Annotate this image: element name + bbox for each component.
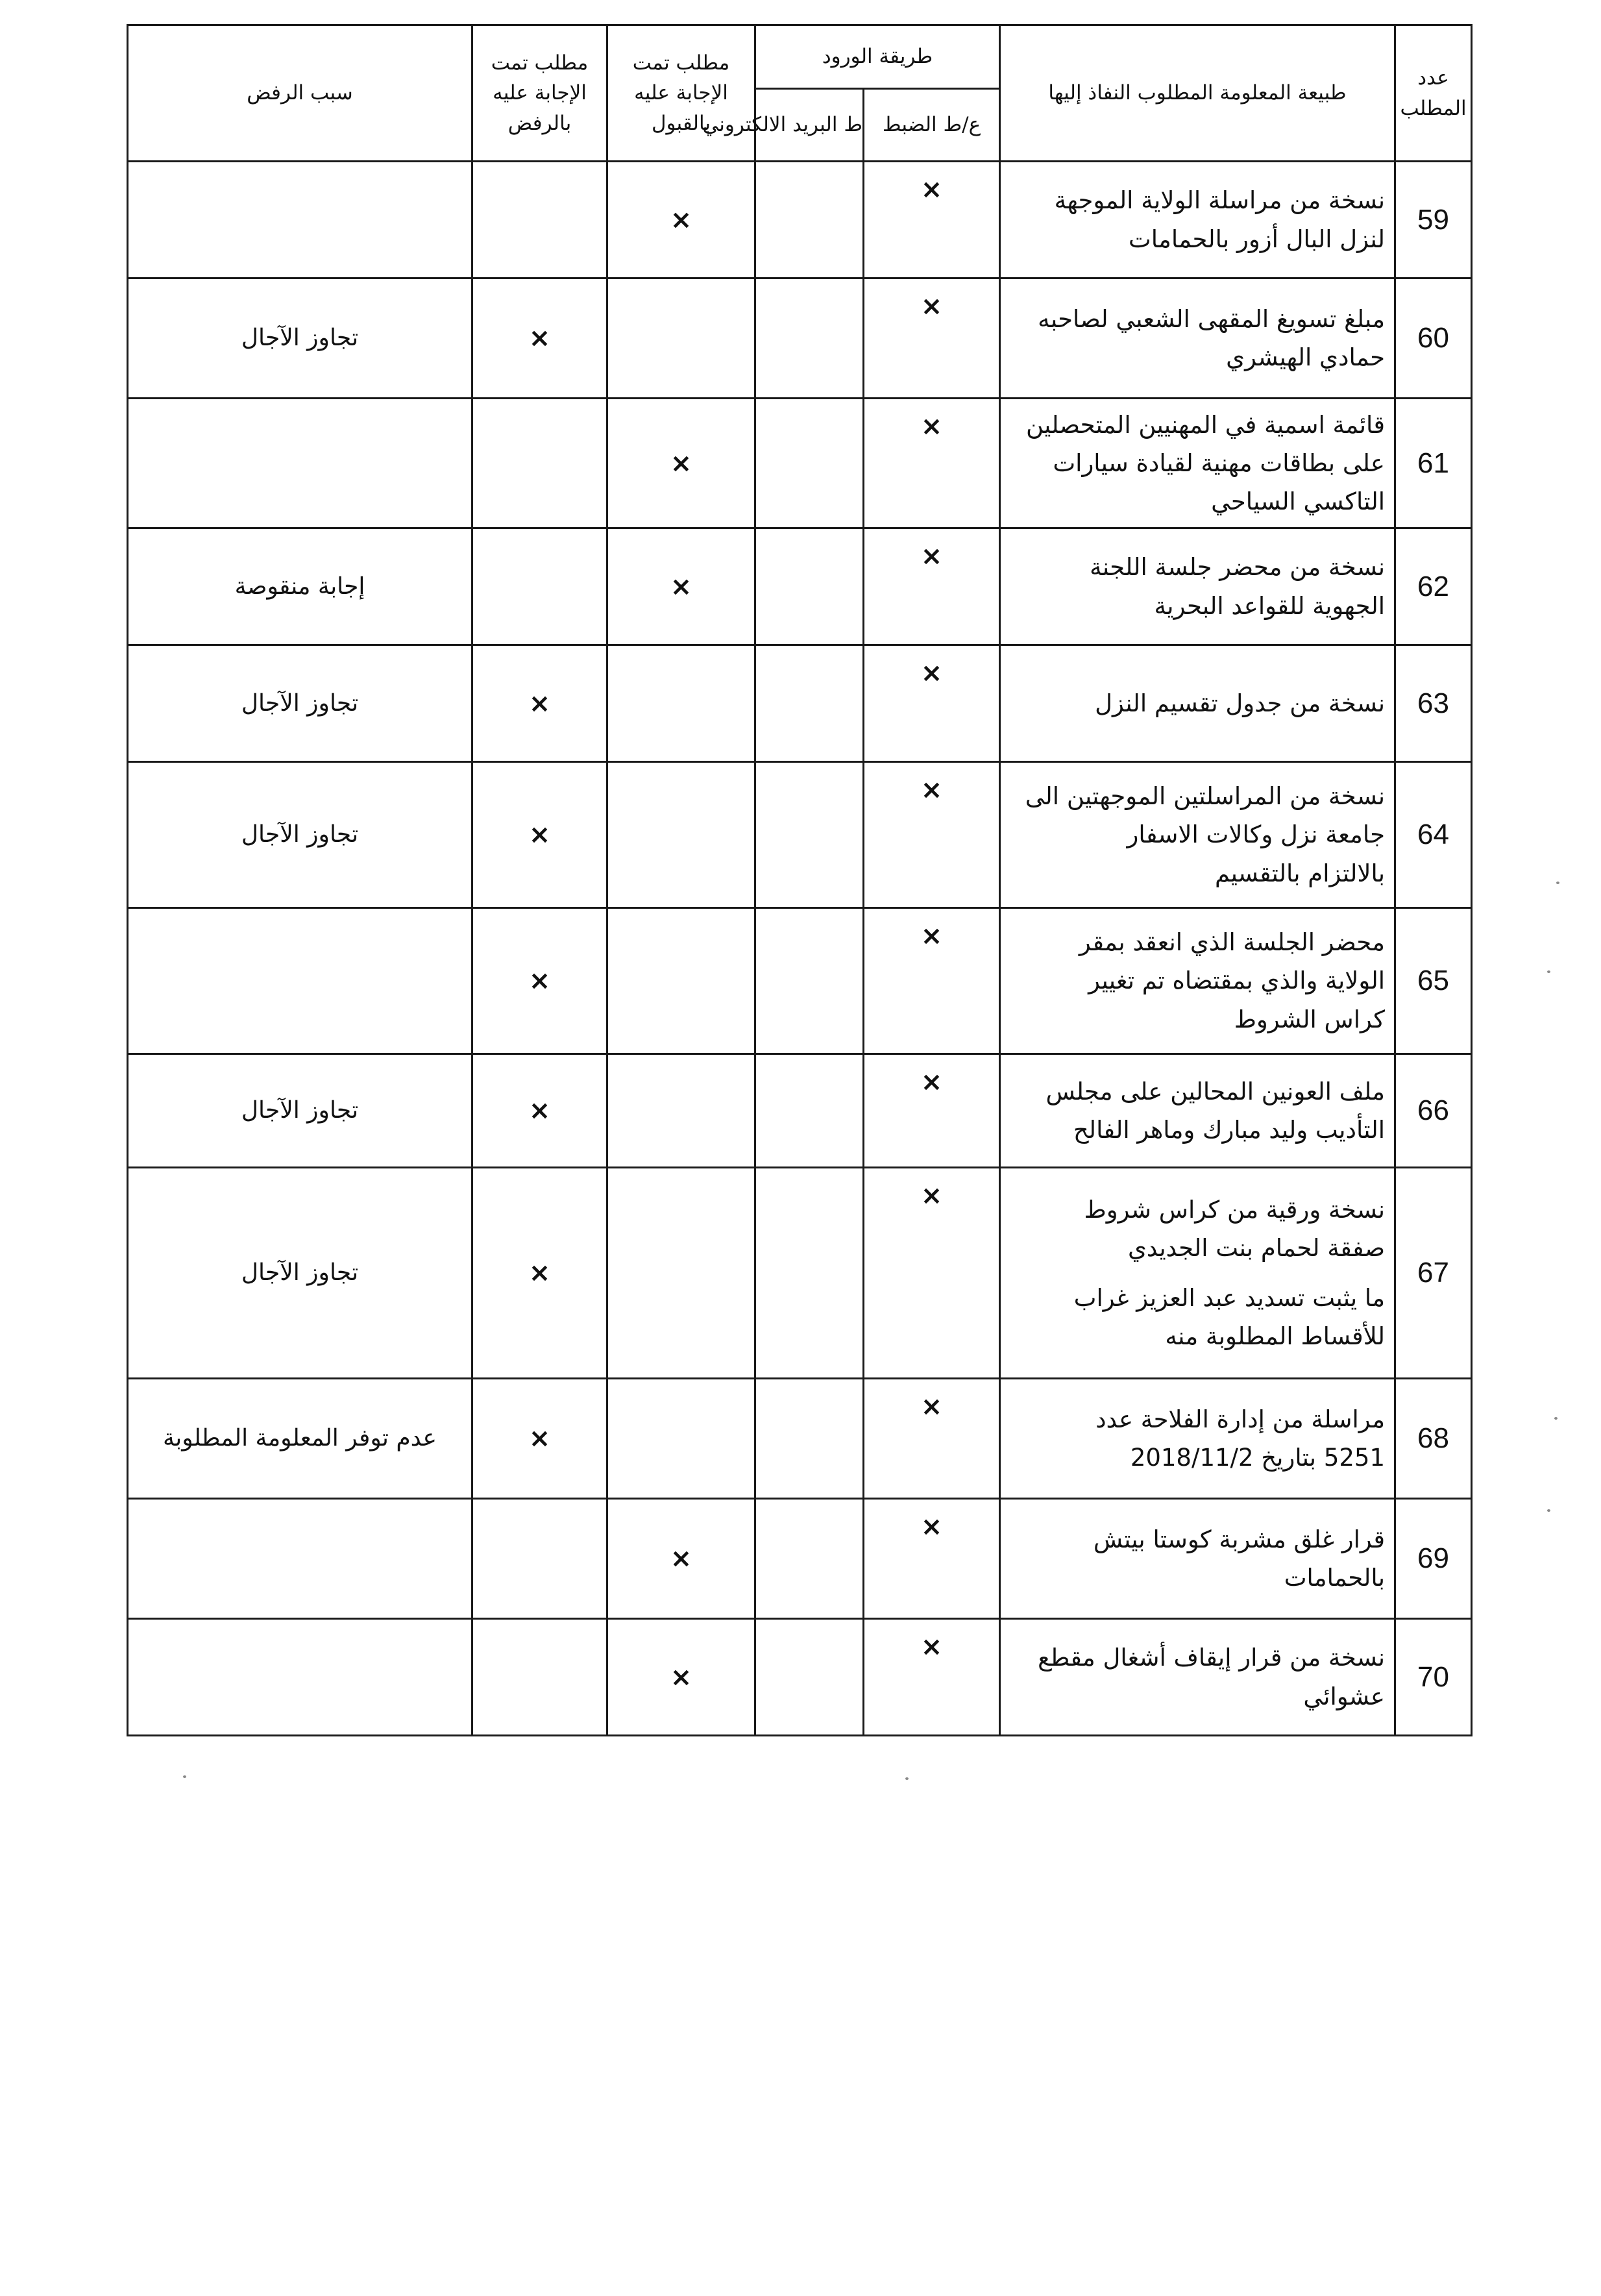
information-line: نسخة من قرار إيقاف أشغال مقطع — [1038, 1644, 1386, 1672]
rejection-reason — [128, 162, 472, 278]
information-line: التأديب وليد مبارك وماهر الفالح — [1073, 1116, 1386, 1144]
arrival-email-cell — [755, 1499, 864, 1619]
accepted-cell — [607, 762, 755, 908]
table-row — [128, 399, 1472, 528]
rejection-reason — [128, 399, 472, 528]
information-line: نسخة من المراسلتين الموجهتين الى — [1025, 782, 1386, 811]
table-row — [128, 1168, 1472, 1379]
refused-cell — [472, 399, 607, 528]
x-mark: × — [920, 1067, 943, 1097]
information-line: على بطاقات مهنية لقيادة سيارات — [1053, 449, 1386, 477]
arrival-office-cell — [864, 645, 1000, 762]
scan-speck — [183, 1775, 186, 1778]
arrival-office-cell — [864, 762, 1000, 908]
information-line: نسخة من محضر جلسة اللجنة — [1090, 553, 1386, 582]
requested-information — [1000, 908, 1395, 1054]
accepted-cell — [607, 1054, 755, 1168]
information-line: قرار غلق مشربة كوستا بيتش — [1093, 1525, 1386, 1553]
information-line: نسخة ورقية من كراس شروط — [1084, 1195, 1386, 1224]
request-number: 59 — [1395, 162, 1472, 278]
accepted-cell — [607, 1168, 755, 1379]
rejection-reason — [128, 908, 472, 1054]
header-arrival-email: ط البريد الالكتروني — [755, 89, 864, 162]
requested-information — [1000, 1379, 1395, 1499]
x-mark: × — [920, 921, 943, 951]
x-mark: × — [670, 1662, 692, 1692]
scan-speck — [905, 1777, 909, 1780]
accepted-cell — [607, 1619, 755, 1736]
table-row — [128, 528, 1472, 645]
information-line: للأقساط المطلوبة منه — [1165, 1322, 1386, 1351]
accepted-cell — [607, 645, 755, 762]
arrival-email-cell — [755, 162, 864, 278]
header-refused: مطلب تمت الإجابة عليه بالرفض — [472, 25, 607, 162]
requested-information — [1000, 1168, 1395, 1379]
information-line: نسخة من جدول تقسيم النزل — [1095, 689, 1386, 717]
rejection-reason: تجاوز الآجال — [128, 1168, 472, 1379]
accepted-cell — [607, 1499, 755, 1619]
table-body — [128, 162, 1472, 1736]
information-line: صفقة لحمام بنت الجديدي — [1127, 1233, 1386, 1262]
arrival-email-cell — [755, 528, 864, 645]
header-arrival-method: طريقة الورود — [755, 25, 1000, 89]
x-mark: × — [920, 175, 943, 204]
requested-information — [1000, 645, 1395, 762]
accepted-cell — [607, 908, 755, 1054]
table-row — [128, 1379, 1472, 1499]
accepted-cell — [607, 399, 755, 528]
header-requested-information: طبيعة المعلومة المطلوب النفاذ إليها — [1000, 25, 1395, 162]
requested-information — [1000, 399, 1395, 528]
arrival-email-cell — [755, 399, 864, 528]
refused-cell — [472, 645, 607, 762]
requested-information — [1000, 762, 1395, 908]
rejection-reason: إجابة منقوصة — [128, 528, 472, 645]
refused-cell — [472, 1499, 607, 1619]
information-line: عشوائي — [1303, 1682, 1386, 1710]
requested-information — [1000, 162, 1395, 278]
x-mark: × — [920, 1512, 943, 1542]
request-number: 68 — [1395, 1379, 1472, 1499]
accepted-cell — [607, 162, 755, 278]
header-rejection-reason: سبب الرفض — [128, 25, 472, 162]
access-requests-table — [127, 24, 1473, 1736]
arrival-office-cell — [864, 399, 1000, 528]
requested-information — [1000, 528, 1395, 645]
header-arrival-office: ع/ط الضبط — [864, 89, 1000, 162]
requested-information — [1000, 278, 1395, 399]
information-line: مراسلة من إدارة الفلاحة عدد — [1095, 1405, 1386, 1433]
scan-speck — [1556, 882, 1559, 884]
line-gap — [1010, 1267, 1385, 1279]
rejection-reason: تجاوز الآجال — [128, 278, 472, 399]
table-row — [128, 1499, 1472, 1619]
requested-information — [1000, 1054, 1395, 1168]
rejection-reason: تجاوز الآجال — [128, 762, 472, 908]
x-mark: × — [920, 412, 943, 441]
rejection-reason — [128, 1499, 472, 1619]
arrival-office-cell — [864, 278, 1000, 399]
arrival-email-cell — [755, 1054, 864, 1168]
information-line: بالالتزام بالتقسيم — [1215, 859, 1386, 887]
refused-cell — [472, 1379, 607, 1499]
x-mark: × — [920, 658, 943, 688]
refused-cell — [472, 528, 607, 645]
refused-cell — [472, 162, 607, 278]
accepted-cell — [607, 278, 755, 399]
accepted-cell — [607, 528, 755, 645]
x-mark: × — [528, 1424, 551, 1453]
information-line: مبلغ تسويغ المقهى الشعبي لصاحبه — [1038, 304, 1386, 333]
x-mark: × — [920, 291, 943, 321]
x-mark: × — [528, 688, 551, 719]
information-line: قائمة اسمية في المهنيين المتحصلين — [1025, 410, 1386, 439]
refused-cell — [472, 1168, 607, 1379]
refused-cell — [472, 762, 607, 908]
request-number: 70 — [1395, 1619, 1472, 1736]
arrival-email-cell — [755, 1619, 864, 1736]
request-number: 60 — [1395, 278, 1472, 399]
information-line: حمادي الهيشري — [1226, 343, 1386, 371]
information-line: لنزل البال أزور بالحمامات — [1128, 225, 1386, 253]
arrival-email-cell — [755, 908, 864, 1054]
arrival-email-cell — [755, 762, 864, 908]
request-number: 65 — [1395, 908, 1472, 1054]
x-mark: × — [920, 1392, 943, 1422]
arrival-office-cell — [864, 1054, 1000, 1168]
header-request-number: عدد المطلب — [1395, 25, 1472, 162]
x-mark: × — [528, 966, 551, 996]
table-header — [128, 25, 1472, 162]
table-row — [128, 908, 1472, 1054]
arrival-office-cell — [864, 1168, 1000, 1379]
information-line: محضر الجلسة الذي انعقد بمقر — [1079, 928, 1386, 957]
table-row — [128, 1619, 1472, 1736]
x-mark: × — [670, 571, 692, 602]
information-line: الولاية والذي بمقتضاه تم تغيير — [1088, 967, 1386, 995]
rejection-reason: تجاوز الآجال — [128, 1054, 472, 1168]
x-mark: × — [528, 1258, 551, 1288]
x-mark: × — [528, 323, 551, 353]
rejection-reason: عدم توفر المعلومة المطلوبة — [128, 1379, 472, 1499]
request-number: 67 — [1395, 1168, 1472, 1379]
request-number: 61 — [1395, 399, 1472, 528]
information-line: نسخة من مراسلة الولاية الموجهة — [1054, 186, 1386, 215]
arrival-office-cell — [864, 162, 1000, 278]
scan-speck — [1554, 1417, 1558, 1420]
arrival-email-cell — [755, 1168, 864, 1379]
arrival-email-cell — [755, 645, 864, 762]
table-row — [128, 162, 1472, 278]
refused-cell — [472, 1054, 607, 1168]
refused-cell — [472, 278, 607, 399]
information-line: بالحمامات — [1284, 1564, 1386, 1592]
scan-speck — [1547, 1509, 1550, 1512]
accepted-cell — [607, 1379, 755, 1499]
x-mark: × — [670, 448, 692, 478]
request-number: 66 — [1395, 1054, 1472, 1168]
x-mark: × — [528, 1096, 551, 1126]
information-line: الجهوية للقواعد البحرية — [1154, 591, 1386, 620]
x-mark: × — [528, 820, 551, 850]
table-row — [128, 278, 1472, 399]
arrival-email-cell — [755, 278, 864, 399]
header-accepted: مطلب تمت الإجابة عليه بالقبول — [607, 25, 755, 162]
information-line: 5251 بتاريخ 2018/11/2 — [1130, 1444, 1386, 1472]
table-row — [128, 762, 1472, 908]
x-mark: × — [920, 541, 943, 571]
x-mark: × — [920, 1181, 943, 1211]
requested-information — [1000, 1619, 1395, 1736]
table-row — [128, 1054, 1472, 1168]
information-line: جامعة نزل وكالات الاسفار — [1127, 821, 1386, 849]
refused-cell — [472, 908, 607, 1054]
rejection-reason: تجاوز الآجال — [128, 645, 472, 762]
refused-cell — [472, 1619, 607, 1736]
request-number: 63 — [1395, 645, 1472, 762]
x-mark: × — [920, 775, 943, 805]
information-line: التاكسي السياحي — [1211, 488, 1386, 516]
scan-speck — [1547, 970, 1550, 973]
information-line: ملف العونين المحالين على مجلس — [1045, 1077, 1386, 1105]
requested-information — [1000, 1499, 1395, 1619]
request-number: 64 — [1395, 762, 1472, 908]
arrival-office-cell — [864, 528, 1000, 645]
rejection-reason — [128, 1619, 472, 1736]
x-mark: × — [670, 204, 692, 235]
arrival-office-cell — [864, 1619, 1000, 1736]
information-line: كراس الشروط — [1234, 1005, 1386, 1033]
x-mark: × — [670, 1544, 692, 1574]
request-number: 69 — [1395, 1499, 1472, 1619]
information-line: ما يثبت تسديد عبد العزيز غراب — [1073, 1284, 1386, 1312]
arrival-office-cell — [864, 1379, 1000, 1499]
arrival-office-cell — [864, 908, 1000, 1054]
request-number: 62 — [1395, 528, 1472, 645]
table-row — [128, 645, 1472, 762]
x-mark: × — [920, 1632, 943, 1662]
arrival-email-cell — [755, 1379, 864, 1499]
arrival-office-cell — [864, 1499, 1000, 1619]
